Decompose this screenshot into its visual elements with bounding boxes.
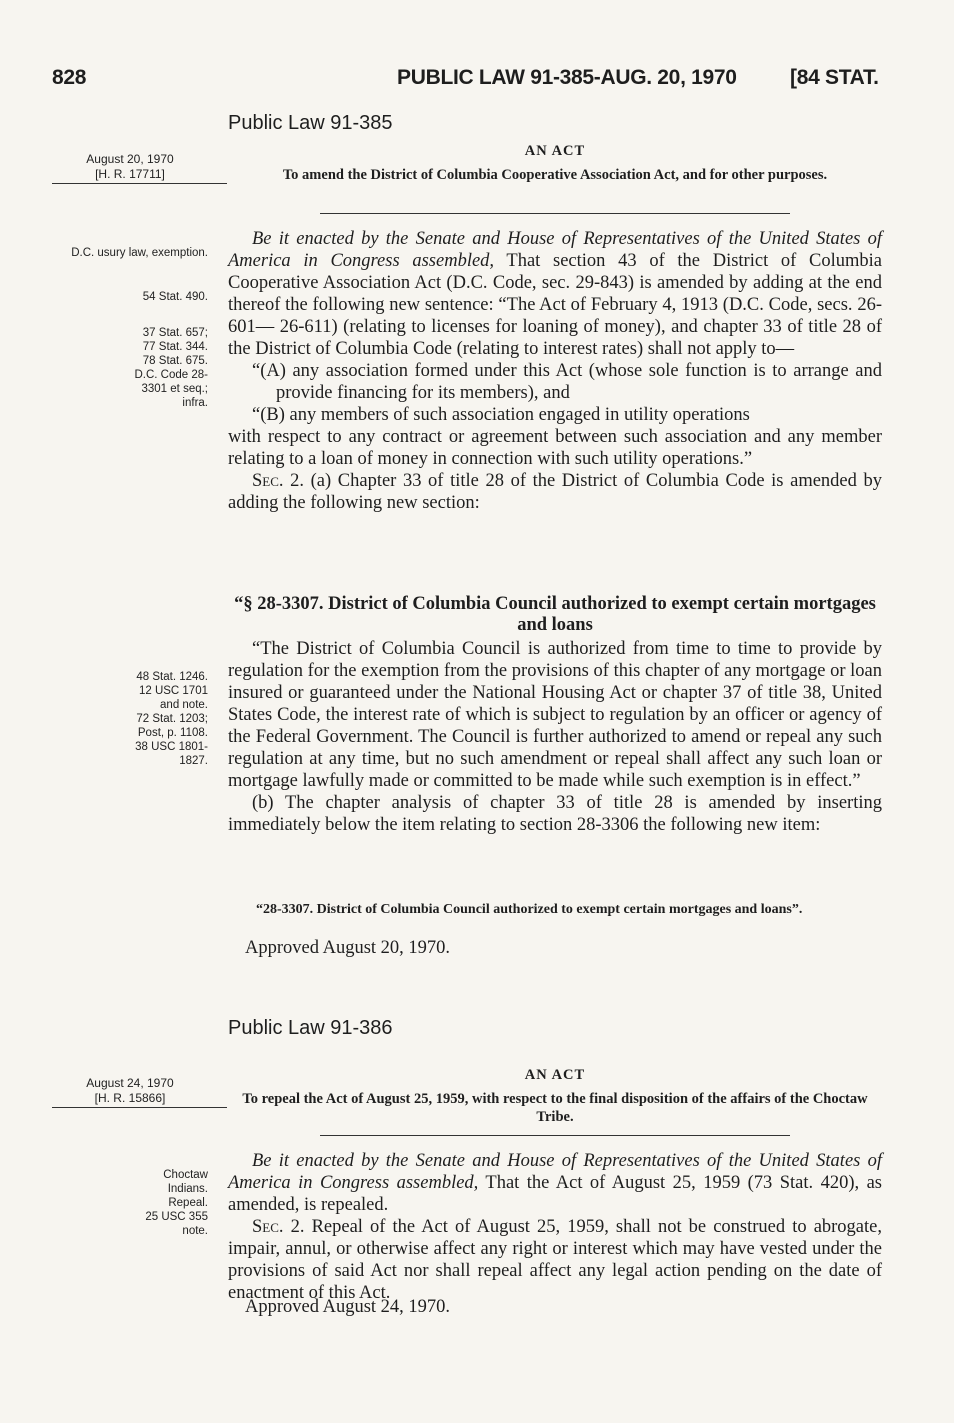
clause-tail: with respect to any contract or agreement between such association and any member relating to a loan of money in connection with such utility operations.” xyxy=(228,427,882,469)
an-act-label-2: AN ACT xyxy=(524,1067,586,1083)
running-title: PUBLIC LAW 91-385-AUG. 20, 1970 xyxy=(397,66,737,89)
act-summary: To amend the District of Columbia Cooperative Association Act, and for other purposes. xyxy=(282,167,828,183)
summary-rule-2 xyxy=(320,1135,790,1136)
margin-note-choctaw: Choctaw Indians. Repeal. 25 USC 355 note. xyxy=(145,1169,208,1237)
section-heading: “§ 28-3307. District of Columbia Council authorized to exempt certain mortgages and loans xyxy=(234,594,876,635)
enacting-clause-2: Be it enacted by the Senate and House of Representatives of the United States of America in Congress assembled, That the Act of August 25, 1959 (73 Stat. 420), as amended, is repealed. xyxy=(228,1151,882,1215)
summary-rule xyxy=(320,213,790,214)
margin-rule xyxy=(52,183,227,184)
act-body xyxy=(228,228,882,514)
margin-note-refs: 37 Stat. 657; 77 Stat. 344. 78 Stat. 675. D.C. Code 28- 3301 et seq.; infra. xyxy=(134,327,208,409)
margin-rule-2 xyxy=(52,1107,227,1108)
volume-reference: [84 STAT. xyxy=(790,66,879,89)
section-2-choctaw: Sec. 2. Repeal of the Act of August 25, 1959, shall not be construed to abrogate, impair, annul, or otherwise affect any right or interest which may have vested under the provisions of said Act nor shall repeal affect any legal action pending on the date of enactment of this Act. xyxy=(228,1217,882,1303)
enactment-date-2: August 24, 1970 xyxy=(86,1076,174,1090)
law-title: Public Law 91-385 xyxy=(228,112,393,134)
approved-date-2: Approved August 24, 1970. xyxy=(245,1297,451,1317)
new-chapter-item: “28-3307. District of Columbia Council authorized to exempt certain mortgages and loans”. xyxy=(256,902,803,917)
act-body-2 xyxy=(228,1150,882,1304)
bill-number: [H. R. 17711] xyxy=(95,167,165,181)
clause-a: “(A) any association formed under this Act (whose sole function is to arrange and provide financing for its members), and xyxy=(252,361,882,403)
page-number: 828 xyxy=(52,66,87,89)
enactment-date: August 20, 1970 xyxy=(86,152,174,166)
section-body: “The District of Columbia Council is authorized from time to time to provide by regulation for the exemption from the provisions of this chapter of any mortgage or loan insured or guaranteed under the National Housing Act or chapter 37 of title 38, United States Code, the interest rate of which is subject to regulation by an officer or agency of the Federal Government. The Council is further authorized to amend or repeal any such regulation at any time, but no such amendment or repeal shall affect any such loan or mortgage lawfully made or committed to be made while such exemption is in effect.” xyxy=(228,639,882,791)
section-2b: (b) The chapter analysis of chapter 33 of title 28 is amended by inserting immediately below the item relating to section 28-3306 the following new item: xyxy=(228,793,882,835)
margin-note-stat: 54 Stat. 490. xyxy=(142,291,208,303)
law-title-2: Public Law 91-386 xyxy=(228,1017,393,1039)
bill-number-2: [H. R. 15866] xyxy=(94,1091,166,1105)
margin-note-refs-2: 48 Stat. 1246. 12 USC 1701 and note. 72 Stat. 1203; Post, p. 1108. 38 USC 1801- 1827. xyxy=(135,671,208,767)
approved-date: Approved August 20, 1970. xyxy=(245,938,451,958)
clause-b: “(B) any members of such association engaged in utility operations xyxy=(252,405,750,425)
an-act-label: AN ACT xyxy=(524,143,586,159)
margin-note-usury: D.C. usury law, exemption. xyxy=(71,247,208,259)
act-summary-2: To repeal the Act of August 25, 1959, with respect to the final disposition of the affairs of the Choctaw Tribe. xyxy=(242,1091,868,1125)
section-body-block xyxy=(228,638,882,836)
enacting-clause: Be it enacted by the Senate and House of Representatives of the United States of America in Congress assembled, That section 43 of the District of Columbia Cooperative Association Act (D.C. Code, sec. 29-843) is amended by adding at the end thereof the following new sentence: “The Act of February 4, 1913 (D.C. Code, secs. 26-601— 26-611) (relating to licenses for loaning of money), and chapter 33 of title 28 of the District of Columbia Code (relating to interest rates) shall not apply to— xyxy=(228,229,882,359)
section-2: Sec. 2. (a) Chapter 33 of title 28 of the District of Columbia Code is amended by adding the following new section: xyxy=(228,471,882,513)
